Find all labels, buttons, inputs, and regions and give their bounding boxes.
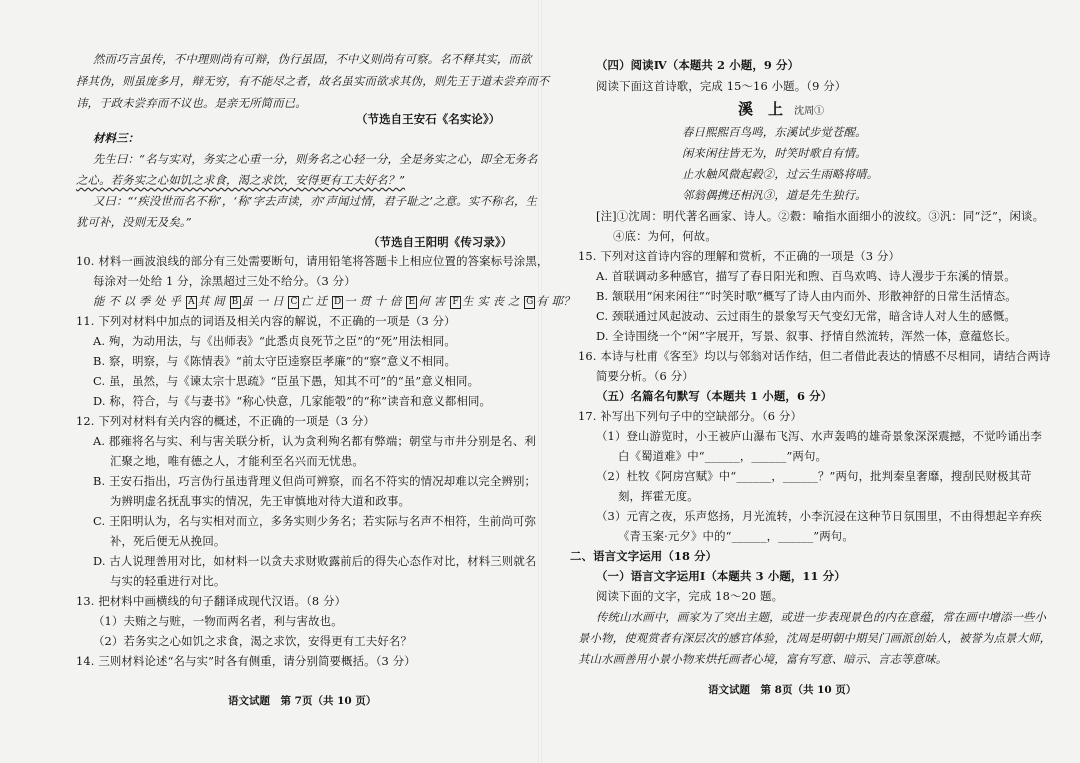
answer-box-b: B [230,296,241,309]
poem-line: 闲来闲往皆无为，时笑时歌自有情。 [682,146,867,160]
text-line: 犹可补，没则无及矣。” [76,215,192,229]
boxed-segment: 虽 一 日 [241,294,284,308]
question-10: 10. 材料一画波浪线的部分有三处需要断句，请用铅笔将答题卡上相应位置的答案标号涂黑， [76,254,549,268]
instruction: 阅读下面的文字，完成 18～20 题。 [596,589,784,603]
passage-line: 景小物，使观赏者有深层次的感官体验，沈周是明朝中期吴门画派创始人，被誉为点景大师， [578,631,1052,645]
section-heading: （五）名篇名句默写（本题共 1 小题，6 分） [596,389,833,403]
option-text: 与实的轻重进行对比。 [110,574,226,588]
option-d: D. 全诗围绕一个“闲”字展开，写景、叙事、抒情自然流转，浑然一体，意蕴悠长。 [596,329,1017,343]
question-12: 12. 下列对材料有关内容的概述，不正确的一项是（3 分） [76,414,375,428]
question-13: 13. 把材料中画横线的句子翻译成现代汉语。（8 分） [76,594,347,608]
question-15: 15. 下列对这首诗内容的理解和赏析，不正确的一项是（3 分） [578,249,901,263]
translation-item: （2）若务实之心如饥之求食，渴之求饮，安得更有工夫好名？ [93,634,412,648]
poem-line: 邻翁偶携还相汎③，道是先生独行。 [682,188,867,202]
poem-line: 止水触风微起毂②，过云生雨略将晴。 [682,167,879,181]
poem-line: 春日熙熙百鸟鸣，东溪试步觉苍醒。 [682,125,867,139]
fill-item: （3）元宵之夜，乐声悠扬，月光流转，小李沉浸在这种节日氛围里，不由得想起辛弃疾 [596,509,1042,523]
fill-item: （2）杜牧《阿房宫赋》中“______，______？”两句，批判秦皇奢靡，搜刮民财极其苛 [596,469,1032,483]
section-heading: 二、语言文字运用（18 分） [570,549,718,563]
option-a: A. 郡雍将名与实、利与害关联分析，认为贪利殉名都有弊端；朝堂与市井分别是名、利 [93,434,536,448]
boxed-segment: 有 耶？ [536,294,575,308]
option-d: D. 称，符合，与《与妻书》“称心快意，几家能彀”的“称”读音和意义都相同。 [93,394,492,408]
instruction: 阅读下面这首诗歌，完成 15～16 小题。（9 分） [596,79,847,93]
option-c: C. 虽，虽然，与《谏太宗十思疏》“臣虽下愚，知其不可”的“虽”意义相同。 [93,374,480,388]
question-text: 每涂对一处给 1 分，涂黑超过三处不给分。（3 分） [93,274,356,288]
boxed-segment: 何 害 [418,294,446,308]
boxed-prefix: 能 不 以 季 处 乎 [93,294,182,308]
source-citation: （节选自王阳明《传习录》） [368,235,513,249]
question-16: 16. 本诗与杜甫《客至》均以与邻翁对话作结，但二者借此表达的情感不尽相同，请结合两诗 [578,349,1051,363]
answer-box-c: C [290,296,298,307]
poem-title-block [738,98,824,119]
boxed-segment: 亡 迁 [300,294,328,308]
fill-item: 白《蜀道难》中“______，______”两句。 [618,449,828,463]
page-footer: 语文试题 第 8页（共 10 页） [708,684,857,696]
text-line: 然而巧言虽传，不中理则尚有可辩，伪行虽固，不中义则尚有可察。名不释其实，而欲 [93,52,532,66]
text-line: 又曰：“‘疾没世而名不称’，‘称’字去声读，亦‘声闻过情，君子耻之’之意。实不称名，生 [93,194,538,208]
source-citation: （节选自王安石《名实论》） [356,112,501,126]
answer-box-e: E [406,296,417,309]
answer-box-a: A [186,296,197,309]
poem-author: 沈周① [794,106,825,117]
passage-line: 传统山水画中，画家为了突出主题，或进一步表现景色的内在意蕴，常在画中增添一些小 [596,610,1047,624]
option-a: A. 殉，为动用法，与《出师表》“此悉贞良死节之臣”的“死”用法相同。 [93,334,456,348]
punctuation-boxes-line [93,293,575,309]
poem-notes: ④底：为何，何故。 [613,229,717,243]
fill-item: 刻，挥霍无度。 [618,489,699,503]
option-d: D. 古人说理善用对比，如材料一以贪夫求财败露前后的得失心态作对比，材料三则就名 [93,554,537,568]
fill-item: （1）登山游览时，小王被庐山瀑布飞泻、水声轰鸣的雄奇景象深深震撼，不觉吟诵出李 [596,429,1042,443]
text-line: 先生曰：“名与实对，务实之心重一分，则务名之心轻一分，全是务实之心，即全无务名 [93,152,538,166]
right-page [540,0,1080,763]
answer-box-d: D [333,296,342,307]
poem-title: 溪 上 [738,100,784,118]
question-11: 11. 下列对材料中加点的词语及相关内容的解说，不正确的一项是（3 分） [76,314,456,328]
translation-item: （1）夫贿之与赃，一物而两名者，利与害故也。 [93,614,343,628]
question-14: 14. 三则材料论述“名与实”时各有侧重，请分别简要概括。（3 分） [76,654,416,668]
answer-box-g: G [526,296,534,307]
boxed-segment: 其 间 [197,294,225,308]
text-line: 讳，于政未尝弃而不议也。是亲无所简而已。 [76,96,307,110]
boxed-segment: 一 贯 十 倍 [344,294,402,308]
option-c: C. 颈联通过风起波动、云过雨生的景象写天气变幻无常，暗含诗人对人生的感慨。 [596,309,1016,323]
section-heading: （四）阅读Ⅳ（本题共 2 小题，9 分） [596,58,800,72]
poem-notes: [注]①沈周：明代著名画家、诗人。②縠：喻指水面细小的波纹。③汎：同“泛”，闲谈。 [596,209,1045,223]
option-text: 汇聚之地，唯有德之人，才能利至名兴而无忧患。 [110,454,364,468]
page-footer: 语文试题 第 7页（共 10 页） [228,695,377,707]
answer-box-f: F [450,296,461,309]
option-a: A. 首联调动多种感官，描写了春日阳光和煦、百鸟欢鸣、诗人漫步于东溪的情景。 [596,269,1016,283]
fill-item: 《青玉案·元夕》中的“______，______”两句。 [618,529,854,543]
text-line: 之心。若务实之心如饥之求食，渴之求饮，安得更有工夫好名？” [76,173,406,187]
option-text: 为辨明虚名抚乱事实的情况，先王审慎地对待大道和政事。 [110,494,411,508]
material-heading: 材料三： [93,131,140,145]
question-text: 简要分析。（6 分） [596,369,694,383]
option-c: C. 王阳明认为，名与实相对而立，多务实则少务名；若实际与名声不相符，生前尚可弥 [93,514,537,528]
text-line: 择其伪，则虽庞多月，辩无穷，有不能尽之者，故名虽实而欲求其伪，则先王于道未尝弃而不 [76,74,550,88]
boxed-segment: 生 实 丧 之 [462,294,520,308]
question-17: 17. 补写出下列句子中的空缺部分。（6 分） [578,409,802,423]
option-b: B. 颔联用“闲来闲往”“时笑时歌”概写了诗人由内而外、形散神舒的日常生活情态。 [596,289,1017,303]
passage-line: 其山水画善用小景小物来烘托画者心境，富有写意、暗示、言志等意味。 [578,652,948,666]
subsection-heading: （一）语言文字运用Ⅰ（本题共 3 小题，11 分） [596,569,846,583]
option-b: B. 察，明察，与《陈情表》“前太守臣逵察臣孝廉”的“察”意义不相同。 [93,354,457,368]
option-text: 补，死后便无从挽回。 [110,534,226,548]
option-b: B. 王安石指出，巧言伪行虽违背理义但尚可辨察，而名不符实的情况却难以完全辨别； [93,474,537,488]
